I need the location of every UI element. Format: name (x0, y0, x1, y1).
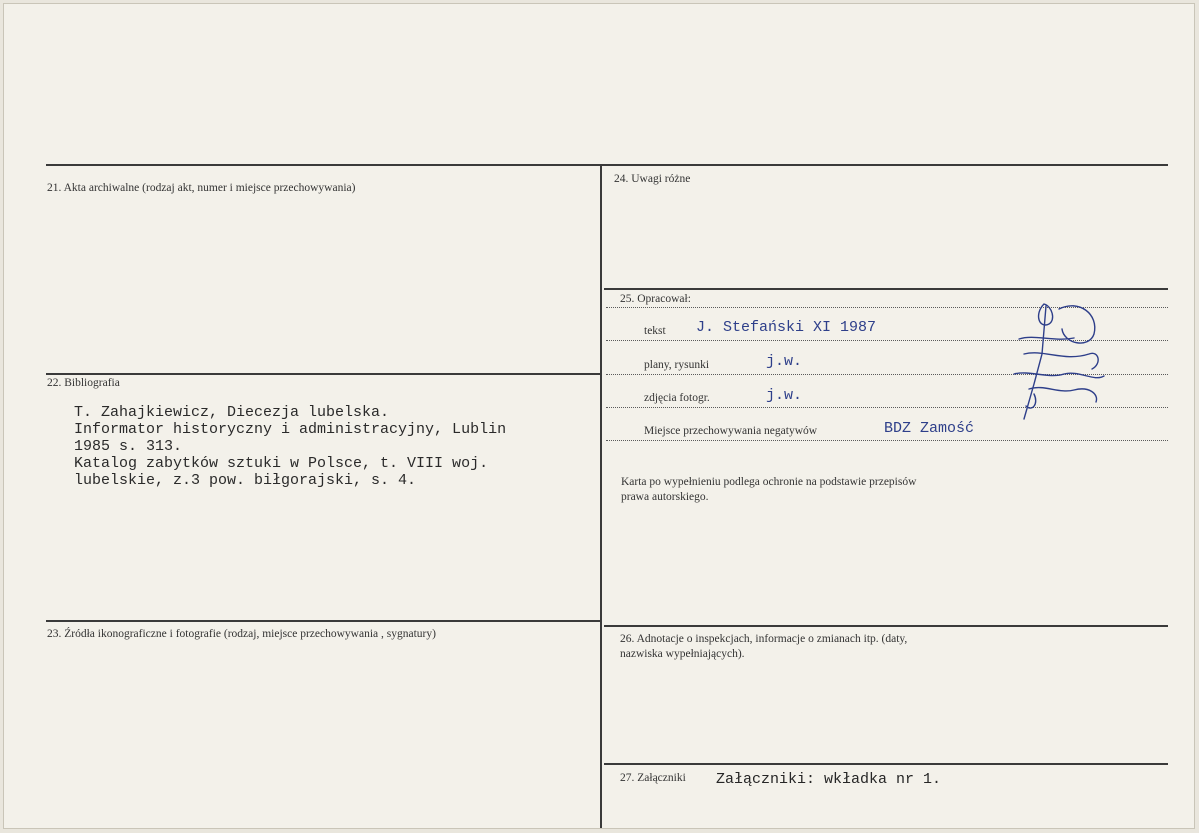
section-24-label: 24. Uwagi różne (614, 173, 691, 185)
dotted-line (606, 440, 1168, 441)
section-27-label: 27. Załączniki (620, 772, 686, 784)
tekst-value: J. Stefański XI 1987 (696, 319, 877, 336)
column-divider (600, 164, 602, 829)
section-25-label: 25. Opracował: (620, 293, 691, 305)
section-22-label: 22. Bibliografia (47, 377, 120, 389)
bibliography-line: lubelskie, z.3 pow. biłgorajski, s. 4. (74, 472, 417, 489)
bibliography-line: 1985 s. 313. (74, 438, 183, 455)
rule-s22-top (46, 373, 601, 375)
bibliography-line: T. Zahajkiewicz, Diecezja lubelska. (74, 404, 390, 421)
bibliography-line: Katalog zabytków sztuki w Polsce, t. VIII woj. (74, 455, 489, 472)
copyright-note-line: prawa autorskiego. (621, 491, 709, 503)
section-26-label-line: 26. Adnotacje o inspekcjach, informacje o zmianach itp. (daty, (620, 633, 908, 645)
copyright-note-line: Karta po wypełnieniu podlega ochronie na podstawie przepisów (621, 476, 917, 488)
section-26-label-line: nazwiska wypełniających). (620, 648, 745, 660)
section-27-value: Załączniki: wkładka nr 1. (716, 771, 942, 788)
copyright-note (621, 475, 916, 505)
plany-label: plany, rysunki (644, 359, 710, 371)
inventory-card (3, 3, 1195, 829)
section-26-label (620, 632, 907, 662)
handwritten-signature (1004, 294, 1114, 434)
bibliography-text (74, 404, 594, 489)
miejsce-value: BDZ Zamość (884, 420, 975, 437)
zdjecia-label: zdjęcia fotogr. (644, 392, 710, 404)
tekst-label: tekst (644, 325, 666, 337)
plany-value: j.w. (766, 353, 803, 370)
rule-s25-top (604, 288, 1168, 290)
rule-s27-top (604, 763, 1168, 765)
rule-s23-top (46, 620, 601, 622)
section-21-label: 21. Akta archiwalne (rodzaj akt, numer i miejsce przechowywania) (47, 182, 356, 194)
section-23-label: 23. Źródła ikonograficzne i fotografie (rodzaj, miejsce przechowywania , sygnatury) (47, 628, 436, 640)
miejsce-label: Miejsce przechowywania negatywów (644, 425, 818, 437)
rule-top (46, 164, 1168, 166)
rule-s26-top (604, 625, 1168, 627)
zdjecia-value: j.w. (766, 387, 803, 404)
bibliography-line: Informator historyczny i administracyjny, Lublin (74, 421, 507, 438)
